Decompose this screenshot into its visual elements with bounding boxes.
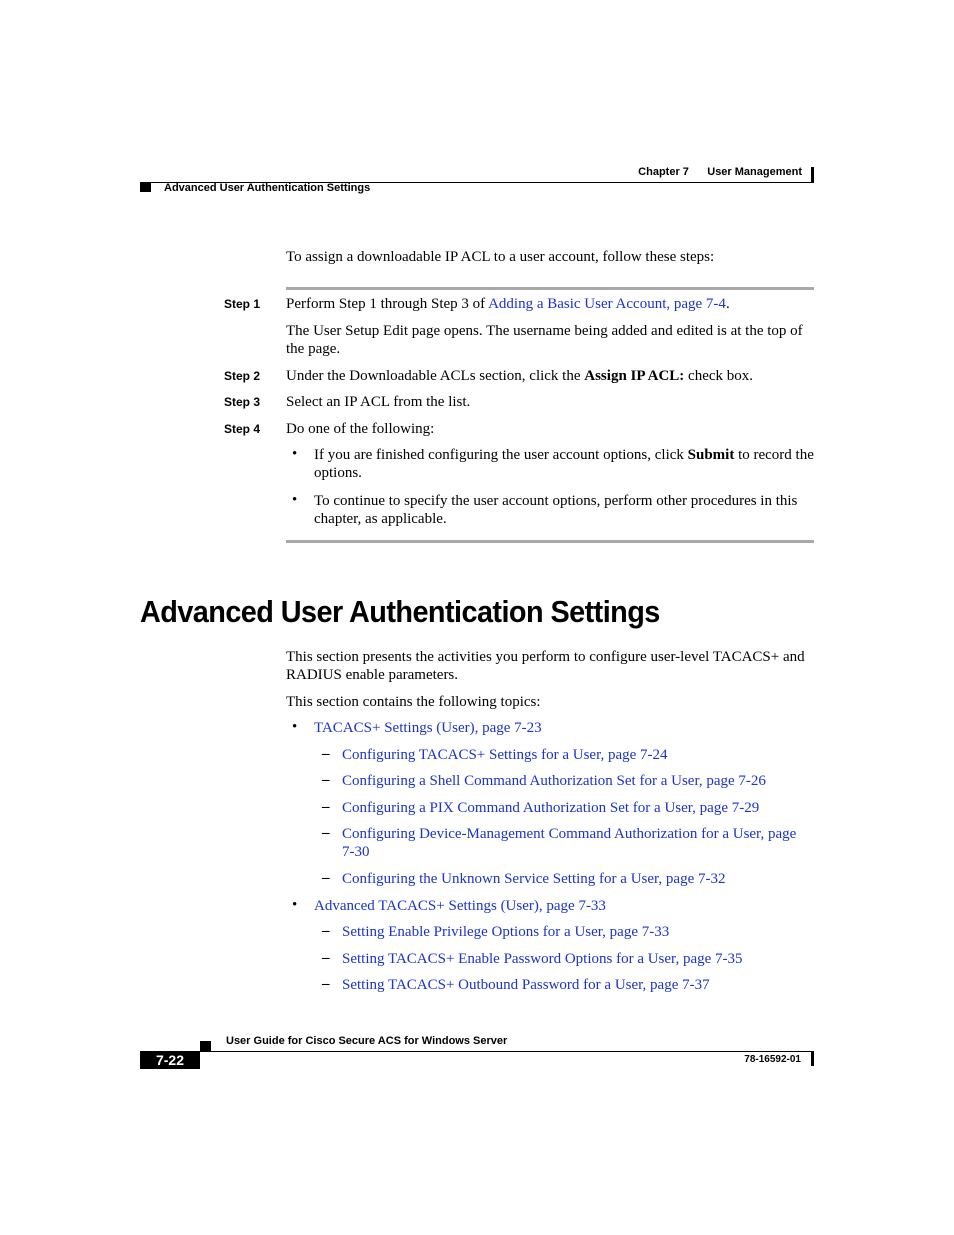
dash: – (322, 746, 330, 762)
step-4-option-2: To continue to specify the user account options, perform other procedures in this chapter, as applicable. (314, 493, 798, 527)
subtopic-link[interactable]: Configuring the Unknown Service Setting for a User, page 7-32 (342, 871, 726, 887)
procedure-bottom-rule (286, 540, 814, 543)
subtopic-link[interactable]: Setting TACACS+ Outbound Password for a User, page 7-37 (342, 977, 710, 993)
dash: – (322, 923, 330, 939)
header-bar (811, 167, 814, 183)
dash: – (322, 950, 330, 966)
dash: – (322, 772, 330, 788)
header-section: Advanced User Authentication Settings (164, 182, 371, 194)
step-4-text: Do one of the following: (286, 421, 435, 437)
step-1-note: The User Setup Edit page opens. The username being added and edited is at the top of the page. (286, 323, 803, 357)
footer-bar (811, 1051, 814, 1066)
bullet: • (292, 492, 298, 508)
dash: – (322, 976, 330, 992)
step-3-label: Step 3 (224, 395, 261, 409)
step-1-label: Step 1 (224, 297, 261, 311)
doc-number: 78-16592-01 (744, 1054, 801, 1065)
header-chapter: Chapter 7 User Management (638, 166, 802, 178)
footer-guide-title: User Guide for Cisco Secure ACS for Windows Server (226, 1035, 508, 1047)
step-2-text: Under the Downloadable ACLs section, click the Assign IP ACL: check box. (286, 368, 754, 384)
section-para-1: This section presents the activities you perform to configure user-level TACACS+ and RADIUS enable parameters. (286, 649, 805, 683)
bullet: • (292, 719, 298, 735)
intro-text: To assign a downloadable IP ACL to a user account, follow these steps: (286, 249, 715, 265)
subtopic-link[interactable]: Configuring a PIX Command Authorization Set for a User, page 7-29 (342, 800, 760, 816)
dash: – (322, 870, 330, 886)
section-para-2: This section contains the following topics: (286, 694, 541, 710)
subtopic-link[interactable]: Configuring Device-Management Command Authorization for a User, page 7-30 (342, 826, 797, 860)
bullet: • (292, 446, 298, 462)
page-number: 7-22 (140, 1051, 200, 1069)
footer-rule (140, 1051, 814, 1052)
footer-marker (200, 1041, 211, 1051)
topic-link[interactable]: TACACS+ Settings (User), page 7-23 (314, 720, 542, 736)
step-1-text: Perform Step 1 through Step 3 of Adding a Basic User Account, page 7-4. (286, 296, 730, 312)
step-3-text: Select an IP ACL from the list. (286, 394, 471, 410)
subtopic-link[interactable]: Setting TACACS+ Enable Password Options for a User, page 7-35 (342, 951, 743, 967)
dash: – (322, 799, 330, 815)
section-title: Advanced User Authentication Settings (140, 594, 660, 629)
bullet: • (292, 897, 298, 913)
procedure-top-rule (286, 287, 814, 290)
step-2-label: Step 2 (224, 369, 261, 383)
step-4-label: Step 4 (224, 422, 261, 436)
adding-basic-user-link[interactable]: Adding a Basic User Account, page 7-4 (488, 296, 726, 312)
dash: – (322, 825, 330, 841)
header-marker (140, 182, 151, 192)
subtopic-link[interactable]: Setting Enable Privilege Options for a User, page 7-33 (342, 924, 670, 940)
subtopic-link[interactable]: Configuring TACACS+ Settings for a User, page 7-24 (342, 747, 668, 763)
subtopic-link[interactable]: Configuring a Shell Command Authorization Set for a User, page 7-26 (342, 773, 766, 789)
topic-link[interactable]: Advanced TACACS+ Settings (User), page 7-33 (314, 898, 606, 914)
step-4-option-1: If you are finished configuring the user account options, click Submit to record the options. (314, 447, 814, 481)
